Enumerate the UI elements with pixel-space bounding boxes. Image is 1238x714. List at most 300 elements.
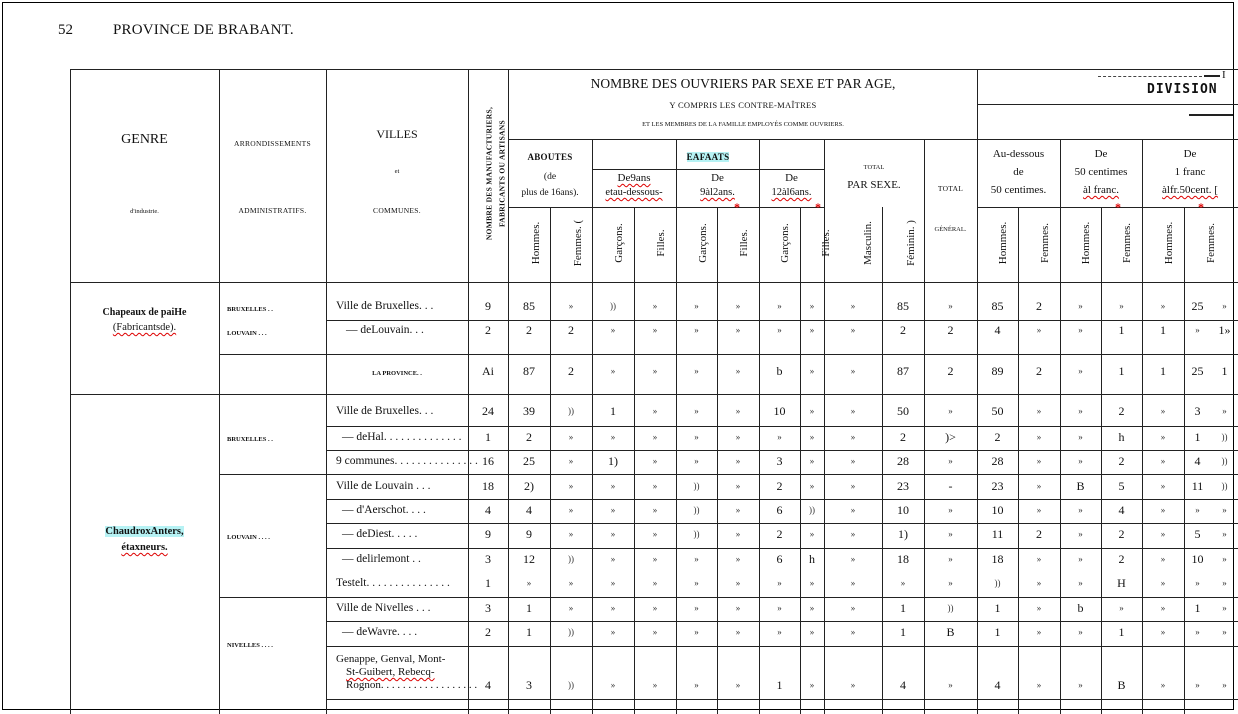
- table-cell: »: [1036, 578, 1042, 588]
- table-cell: )): [947, 603, 954, 613]
- table-cell: »: [948, 680, 953, 690]
- table-cell: 3: [485, 552, 491, 566]
- header-total: TOTAL: [937, 184, 964, 193]
- table-cell: 2: [900, 430, 906, 444]
- header-div2a: De: [1094, 148, 1108, 160]
- table-cell: 2: [526, 430, 532, 444]
- arrond-nivelles: NIVELLES . . . .: [227, 642, 273, 649]
- table-cell: »: [1160, 301, 1166, 311]
- table-cell: »: [948, 554, 953, 564]
- table-cell: »: [735, 325, 741, 335]
- table-cell: »: [1222, 529, 1227, 539]
- table-cell: 5: [1194, 527, 1201, 541]
- header-enfants-9-12b: 9àl2ans.: [700, 187, 735, 198]
- table-cell: »: [652, 325, 658, 335]
- arrond-bruxelles-2: BRUXELLES . .: [227, 436, 273, 443]
- table-cell: )): [994, 578, 1001, 588]
- header-div3c: àlfr.50cent. [: [1162, 184, 1218, 196]
- table-cell: )): [693, 505, 700, 515]
- table-cell: -: [948, 479, 953, 493]
- table-cell: »: [610, 366, 616, 376]
- header-communes: COMMUNES.: [373, 206, 421, 215]
- table-cell: »: [1036, 481, 1042, 491]
- table-cell: )): [809, 505, 815, 515]
- table-cell: »: [652, 680, 658, 690]
- header-et: et: [394, 168, 400, 175]
- table-cell: »: [652, 481, 658, 491]
- table-cell: »: [568, 578, 574, 588]
- table-cell: 85: [991, 299, 1004, 313]
- table-cell: »: [1119, 603, 1124, 613]
- table-cell: »: [735, 603, 741, 613]
- table-cell: 1: [1160, 323, 1166, 337]
- table-cell: »: [610, 680, 616, 690]
- table-cell: »: [809, 603, 815, 613]
- table-cell: »: [735, 481, 741, 491]
- arrond-louvain-1: LOUVAIN . . .: [227, 330, 267, 337]
- table-cell: 1): [608, 454, 618, 468]
- table-cell: »: [948, 301, 953, 311]
- table-cell: »: [809, 432, 815, 442]
- table-cell: »: [1036, 603, 1042, 613]
- header-div1a: Au-dessous: [992, 148, 1045, 160]
- table-cell: )): [1221, 432, 1228, 442]
- table-cell: »: [610, 603, 616, 613]
- table-cell: 11: [1191, 479, 1204, 493]
- table-cell: 25: [1191, 364, 1204, 378]
- header-manufacturiers: NOMBRE DES MANUFACTURIERS,: [484, 106, 494, 241]
- genre-section-1b: (Fabricantsde).: [112, 322, 177, 333]
- header-enfants-12-16: De: [785, 172, 798, 184]
- table-cell: 10: [1191, 552, 1204, 566]
- table-cell: »: [809, 578, 815, 588]
- header-arrondissements: ARRONDISSEMENTS: [233, 139, 311, 148]
- table-cell: »: [1160, 456, 1166, 466]
- table-cell: 1: [994, 625, 1001, 639]
- table-cell: B: [1076, 479, 1085, 493]
- table-cell: »: [568, 481, 574, 491]
- table-cell: 2: [776, 527, 783, 541]
- statistics-table: GENRE d'industrie. ARRONDISSEMENTS ADMINISTRATIFS. VILLES et COMMUNES. NOMBRE DES MANUFACTURIERS, FABRICANTS OU ARTISANS NOMBRE DES OUVRIERS PAR SEXE ET PAR AGE, Y COMPRIS LES CONTRE-MAÎTRES ET LES MEMBRES DE LA FAMILLE EMPLOYÉS COMME OUVRIERS. I DIVISION ABOUTES (de plus de 16ans). EAFAATS De9ans etau-dessous- De 9àl2ans. De 12àl6ans. * * * * TOTAL PAR SEXE. TOTAL GÉNÉRAL. Au-dessous de 50 centimes. De 50 centimes àl franc. De 1 franc àlfr.50cent. [ Hommes. Femmes. ( Garçons. Filles. Garçons. Filles. Garçons. Filles. Masculin. Féminin. ) Hommes. Femmes. Hommes. Femmes. Hommes. Femmes. Chapeaux de paiHe (Fabricantsde). ChaudroxAnters, étaxneurs. BRUXELLES . . LOUVAIN . . . LA PROVINCE. . BRUXELLES . . LOUVAIN . . . . NIVELLES . . . . Ville de Bruxelles. . . — deLouvain. . . Ville de Bruxelles. . . — deHal. . . . . . . . . . . . . . 9 communes. . . . . . . . . . . . . . . Ville de Louvain . . . — d'Aerschot. . . . — deDiest. . . . . — delirlemont . . Testelt. . . . . . . . . . . . . . . Ville de Nivelles . . . — deWavre. . . . Genappe, Genval, Mont- St-Guibert, Rebecq- Rognon. . . . . . . . . . . . . . . . . . 9 85 » )) » » » » » » 85 » 85 2 » » » 25 » 2 2 2 » » » » » » » 2 2 4 » » 1 1 » 1» Ai 87 2 » » » » b » » 87 2 89 2 » 1 1 25 1 24 39 )) 1 » » » 10 » » 50 » 50 » » 2 » 3 » 1 2 » » » » » » » » 2 )> 2 » » h » 1 )) 16 25 » 1) » » » 3 » » 28 » 28 » » 2 » 4 )) 18 2) » » » )) » 2 » » 23 - 23 » B 5 » 11 )) 4 4 » » » )) » 6 )) » 10 » 10 » » 4 » » » 9 9 » » » )) » 2 » » 1) » 11 2 » 2 » 5 » 3 12 )) » » » » 6 h » 18 » 18 » » 2 » 10 » 1 » » » » » » » » » » » )) » » H » » » 3 1 » » » » » » » » 1 )) 1 » b » » 1 » 2 1 )) » » » » » » » 1 B 1 » » 1 » » » 4 3 )) » » » » 1 » » 4 » 4 » » B » » »: [70, 69, 1238, 714]
- table-cell: »: [610, 578, 616, 588]
- table-cell: 2: [1118, 404, 1125, 418]
- table-cell: 1: [485, 430, 491, 444]
- table-cell: 10: [897, 503, 909, 517]
- table-cell: »: [694, 366, 699, 376]
- table-cell: »: [610, 505, 616, 515]
- table-cell: »: [850, 627, 856, 637]
- table-cell: 1): [898, 527, 908, 541]
- page-number: 52: [58, 22, 73, 38]
- table-cell: 4: [485, 678, 491, 692]
- ville-row-5: — deHal. . . . . . . . . . . . . .: [342, 431, 462, 443]
- table-cell: »: [1160, 627, 1166, 637]
- table-cell: 18: [482, 479, 494, 493]
- header-administratifs: ADMINISTRATIFS.: [238, 206, 307, 215]
- ville-row-4: Ville de Bruxelles. . .: [336, 405, 434, 417]
- table-cell: »: [1078, 406, 1083, 416]
- table-cell: 11: [991, 527, 1004, 541]
- table-cell: 85: [897, 299, 909, 313]
- sub-femmes-1: Femmes. (: [572, 219, 584, 267]
- table-cell: 1: [776, 678, 783, 692]
- genre-section-1: Chapeaux de paiHe: [102, 307, 187, 318]
- table-cell: 1: [485, 576, 491, 590]
- table-cell: )>: [945, 430, 956, 444]
- table-cell: 2: [1036, 364, 1042, 378]
- table-cell: »: [850, 554, 856, 564]
- sub-hommes-d2: Hommes.: [1080, 221, 1092, 265]
- sub-femmes-d1: Femmes.: [1039, 222, 1051, 264]
- table-cell: »: [1036, 505, 1042, 515]
- table-cell: 2: [526, 323, 532, 337]
- table-cell: »: [777, 325, 782, 335]
- table-cell: »: [652, 406, 658, 416]
- table-cell: »: [809, 680, 815, 690]
- ville-row-8: — d'Aerschot. . . .: [342, 504, 426, 516]
- table-cell: »: [1222, 578, 1227, 588]
- table-cell: »: [735, 529, 741, 539]
- table-cell: 12: [523, 552, 535, 566]
- table-cell: »: [1222, 554, 1227, 564]
- header-enfants-9: De9ans: [617, 172, 651, 184]
- table-cell: »: [900, 578, 906, 588]
- table-cell: »: [735, 456, 741, 466]
- header-enfants-9-12: De: [711, 172, 724, 184]
- table-cell: »: [1078, 529, 1083, 539]
- table-cell: 1: [1160, 364, 1166, 378]
- table-cell: »: [850, 505, 856, 515]
- table-cell: »: [1160, 505, 1166, 515]
- table-cell: »: [735, 432, 741, 442]
- table-cell: »: [948, 578, 953, 588]
- header-genre-sub: d'industrie.: [130, 208, 159, 215]
- table-cell: »: [610, 325, 616, 335]
- table-cell: »: [694, 627, 699, 637]
- genre-section-2b: étaxneurs.: [121, 542, 168, 553]
- table-cell: 2: [1036, 299, 1042, 313]
- table-cell: »: [1078, 578, 1083, 588]
- table-cell: 85: [523, 299, 535, 313]
- table-cell: »: [1222, 505, 1227, 515]
- table-cell: )): [693, 529, 700, 539]
- table-cell: 2: [568, 364, 574, 378]
- header-div3b: 1 franc: [1174, 166, 1206, 178]
- table-cell: »: [694, 680, 699, 690]
- header-genre: GENRE: [121, 132, 168, 147]
- table-cell: »: [652, 578, 658, 588]
- table-cell: »: [652, 603, 658, 613]
- table-cell: »: [735, 406, 741, 416]
- table-cell: »: [694, 406, 699, 416]
- table-cell: »: [1078, 301, 1083, 311]
- table-cell: »: [777, 603, 782, 613]
- table-cell: b: [776, 364, 783, 378]
- table-cell: 50: [991, 404, 1004, 418]
- la-province: LA PROVINCE. .: [372, 370, 422, 377]
- table-cell: »: [1078, 554, 1083, 564]
- table-cell: »: [1222, 627, 1227, 637]
- table-cell: »: [652, 529, 658, 539]
- table-cell: »: [610, 432, 616, 442]
- table-cell: 4: [994, 678, 1001, 692]
- header-div1c: 50 centimes.: [990, 184, 1047, 196]
- table-cell: 3: [485, 601, 491, 615]
- table-cell: »: [1036, 627, 1042, 637]
- header-nombre-ouvriers: NOMBRE DES OUVRIERS PAR SEXE ET PAR AGE,: [590, 76, 896, 91]
- table-cell: 1: [1221, 364, 1228, 378]
- table-cell: »: [1160, 529, 1166, 539]
- header-enfants-9b: etau-dessous-: [605, 187, 663, 198]
- table-cell: »: [1195, 627, 1200, 637]
- table-cell: »: [1222, 680, 1227, 690]
- table-cell: 2: [947, 364, 954, 378]
- table-cell: »: [809, 529, 815, 539]
- table-cell: »: [1160, 603, 1166, 613]
- table-cell: 4: [1194, 454, 1201, 468]
- table-cell: 9: [485, 527, 491, 541]
- table-cell: »: [1160, 406, 1166, 416]
- table-cell: 1: [610, 404, 616, 418]
- table-cell: »: [1195, 505, 1200, 515]
- table-cell: 4: [485, 503, 491, 517]
- ville-row-13: — deWavre. . . .: [342, 626, 418, 638]
- table-cell: »: [1036, 325, 1042, 335]
- table-cell: »: [652, 366, 658, 376]
- table-cell: »: [777, 301, 782, 311]
- table-cell: 2): [524, 479, 534, 493]
- table-cell: »: [1160, 481, 1166, 491]
- table-cell: »: [948, 406, 953, 416]
- table-cell: )): [568, 680, 574, 690]
- table-cell: »: [1036, 432, 1042, 442]
- table-cell: »: [1160, 554, 1166, 564]
- table-cell: »: [652, 505, 658, 515]
- ville-row-12: Ville de Nivelles . . .: [336, 602, 431, 614]
- header-general: GÉNÉRAL.: [934, 226, 967, 233]
- table-cell: »: [735, 554, 741, 564]
- table-cell: 10: [991, 503, 1004, 517]
- sub-hommes-d1: Hommes.: [997, 221, 1009, 265]
- table-cell: »: [850, 578, 856, 588]
- table-cell: »: [1160, 680, 1166, 690]
- table-cell: 28: [897, 454, 909, 468]
- sub-masculin: Masculin.: [862, 221, 874, 265]
- header-div2b: 50 centimes: [1074, 166, 1128, 178]
- table-cell: »: [526, 578, 532, 588]
- table-cell: )): [1221, 481, 1228, 491]
- sub-filles-1: Filles.: [655, 229, 667, 257]
- table-cell: »: [1078, 627, 1083, 637]
- table-cell: h: [1118, 430, 1125, 444]
- table-cell: 23: [991, 479, 1004, 493]
- header-div1b: de: [1013, 166, 1024, 178]
- table-cell: 25: [1191, 299, 1204, 313]
- table-cell: »: [948, 529, 953, 539]
- table-cell: »: [1119, 301, 1124, 311]
- table-cell: »: [809, 325, 815, 335]
- table-cell: »: [652, 432, 658, 442]
- table-cell: 4: [1118, 503, 1125, 517]
- table-cell: 1: [900, 601, 906, 615]
- table-cell: 2: [900, 323, 906, 337]
- table-cell: b: [1077, 601, 1084, 615]
- header-adultes: ABOUTES: [527, 152, 573, 162]
- table-cell: 6: [776, 503, 783, 517]
- table-cell: »: [735, 627, 741, 637]
- ville-row-14a: Genappe, Genval, Mont-: [336, 653, 446, 665]
- sub-feminin: Féminin. ): [905, 220, 917, 266]
- table-cell: 1: [1194, 601, 1201, 615]
- table-cell: »: [809, 481, 815, 491]
- header-enfants-12-16b: 12àl6ans.: [771, 187, 812, 198]
- table-cell: »: [568, 432, 574, 442]
- header-par-sexe: PAR SEXE.: [847, 179, 901, 191]
- table-cell: »: [568, 456, 574, 466]
- table-cell: 18: [991, 552, 1004, 566]
- ville-row-7: Ville de Louvain . . .: [336, 480, 431, 492]
- table-cell: »: [850, 325, 856, 335]
- sub-hommes-d3: Hommes.: [1163, 221, 1175, 265]
- table-cell: )): [568, 627, 574, 637]
- table-cell: »: [610, 554, 616, 564]
- table-cell: 5: [1118, 479, 1125, 493]
- header-fabricants: FABRICANTS OU ARTISANS: [497, 119, 507, 228]
- table-cell: B: [1117, 678, 1126, 692]
- table-cell: »: [1160, 578, 1166, 588]
- table-cell: »: [850, 432, 856, 442]
- table-cell: »: [694, 432, 699, 442]
- table-cell: »: [652, 554, 658, 564]
- header-division: DIVISION: [1147, 82, 1218, 97]
- ville-row-1: Ville de Bruxelles. . .: [336, 300, 434, 312]
- table-cell: 1: [994, 601, 1001, 615]
- table-cell: »: [850, 603, 856, 613]
- table-cell: »: [850, 529, 856, 539]
- table-cell: 4: [526, 503, 532, 517]
- sub-femmes-d3: Femmes.: [1205, 222, 1217, 264]
- table-cell: »: [735, 505, 741, 515]
- table-cell: )): [568, 554, 574, 564]
- table-cell: »: [850, 680, 856, 690]
- table-cell: 2: [994, 430, 1001, 444]
- ville-row-14c: Rognon. . . . . . . . . . . . . . . . . .: [346, 679, 478, 691]
- table-cell: 1»: [1218, 323, 1231, 337]
- table-cell: »: [809, 366, 815, 376]
- table-cell: »: [1222, 301, 1227, 311]
- table-cell: 87: [523, 364, 535, 378]
- table-cell: h: [809, 552, 815, 566]
- table-cell: »: [694, 578, 699, 588]
- header-contre-maitres: Y COMPRIS LES CONTRE-MAÎTRES: [669, 100, 817, 110]
- ville-row-11: Testelt. . . . . . . . . . . . . . .: [336, 577, 450, 589]
- page-header: PROVINCE DE BRABANT.: [113, 22, 294, 38]
- table-cell: »: [610, 481, 616, 491]
- table-cell: »: [694, 301, 699, 311]
- table-cell: »: [1195, 578, 1200, 588]
- table-cell: »: [1078, 456, 1083, 466]
- sub-garcons-1: Garçons.: [613, 223, 625, 263]
- table-cell: 2: [485, 323, 491, 337]
- table-cell: )): [693, 481, 700, 491]
- table-cell: »: [1078, 680, 1083, 690]
- table-cell: 1: [526, 625, 532, 639]
- table-cell: »: [568, 301, 574, 311]
- table-cell: »: [735, 680, 741, 690]
- table-cell: 87: [897, 364, 909, 378]
- table-cell: )): [610, 301, 616, 311]
- table-cell: »: [735, 366, 741, 376]
- header-membres-famille: ET LES MEMBRES DE LA FAMILLE EMPLOYÉS COMME OUVRIERS.: [642, 121, 844, 128]
- table-cell: )): [1221, 456, 1228, 466]
- ville-row-14b: St-Guibert, Rebecq-: [346, 666, 435, 678]
- table-cell: »: [1195, 325, 1200, 335]
- sub-hommes-1: Hommes.: [530, 221, 542, 265]
- table-cell: »: [652, 627, 658, 637]
- ville-row-6: 9 communes. . . . . . . . . . . . . . .: [336, 455, 478, 467]
- table-cell: »: [948, 456, 953, 466]
- table-cell: 9: [485, 299, 491, 313]
- header-total-small: TOTAL: [863, 164, 885, 171]
- header-div3a: De: [1183, 148, 1197, 160]
- table-cell: 1: [1118, 364, 1125, 378]
- sub-garcons-3: Garçons.: [779, 223, 791, 263]
- table-cell: »: [652, 456, 658, 466]
- table-cell: 50: [897, 404, 909, 418]
- table-cell: 3: [776, 454, 783, 468]
- table-cell: »: [568, 603, 574, 613]
- table-cell: »: [850, 456, 856, 466]
- table-cell: »: [1222, 603, 1227, 613]
- table-cell: »: [1160, 432, 1166, 442]
- table-cell: »: [1036, 456, 1042, 466]
- table-cell: 3: [526, 678, 532, 692]
- table-cell: »: [948, 505, 953, 515]
- table-cell: »: [850, 301, 856, 311]
- table-cell: »: [652, 301, 658, 311]
- table-cell: »: [735, 301, 741, 311]
- table-cell: 3: [1194, 404, 1201, 418]
- table-cell: 4: [900, 678, 906, 692]
- table-cell: »: [694, 603, 699, 613]
- table-cell: »: [568, 529, 574, 539]
- table-cell: 10: [773, 404, 786, 418]
- table-cell: »: [809, 406, 815, 416]
- table-cell: »: [777, 432, 782, 442]
- table-cell: 16: [482, 454, 494, 468]
- table-cell: 1: [526, 601, 532, 615]
- table-cell: »: [1222, 406, 1227, 416]
- table-cell: 2: [485, 625, 491, 639]
- table-cell: »: [735, 578, 741, 588]
- table-cell: 28: [991, 454, 1004, 468]
- table-cell: »: [777, 578, 782, 588]
- table-cell: 1: [1118, 323, 1125, 337]
- table-cell: »: [809, 301, 815, 311]
- table-cell: H: [1117, 576, 1126, 590]
- ville-row-2: — deLouvain. . .: [346, 324, 424, 336]
- table-cell: »: [610, 627, 616, 637]
- table-cell: »: [850, 481, 856, 491]
- table-cell: »: [694, 554, 699, 564]
- table-cell: 1: [900, 625, 906, 639]
- table-cell: »: [694, 456, 699, 466]
- table-cell: 18: [897, 552, 909, 566]
- table-cell: B: [946, 625, 955, 639]
- header-enfants: EAFAATS: [686, 152, 730, 162]
- table-cell: 2: [1118, 454, 1125, 468]
- table-cell: 2: [1118, 527, 1125, 541]
